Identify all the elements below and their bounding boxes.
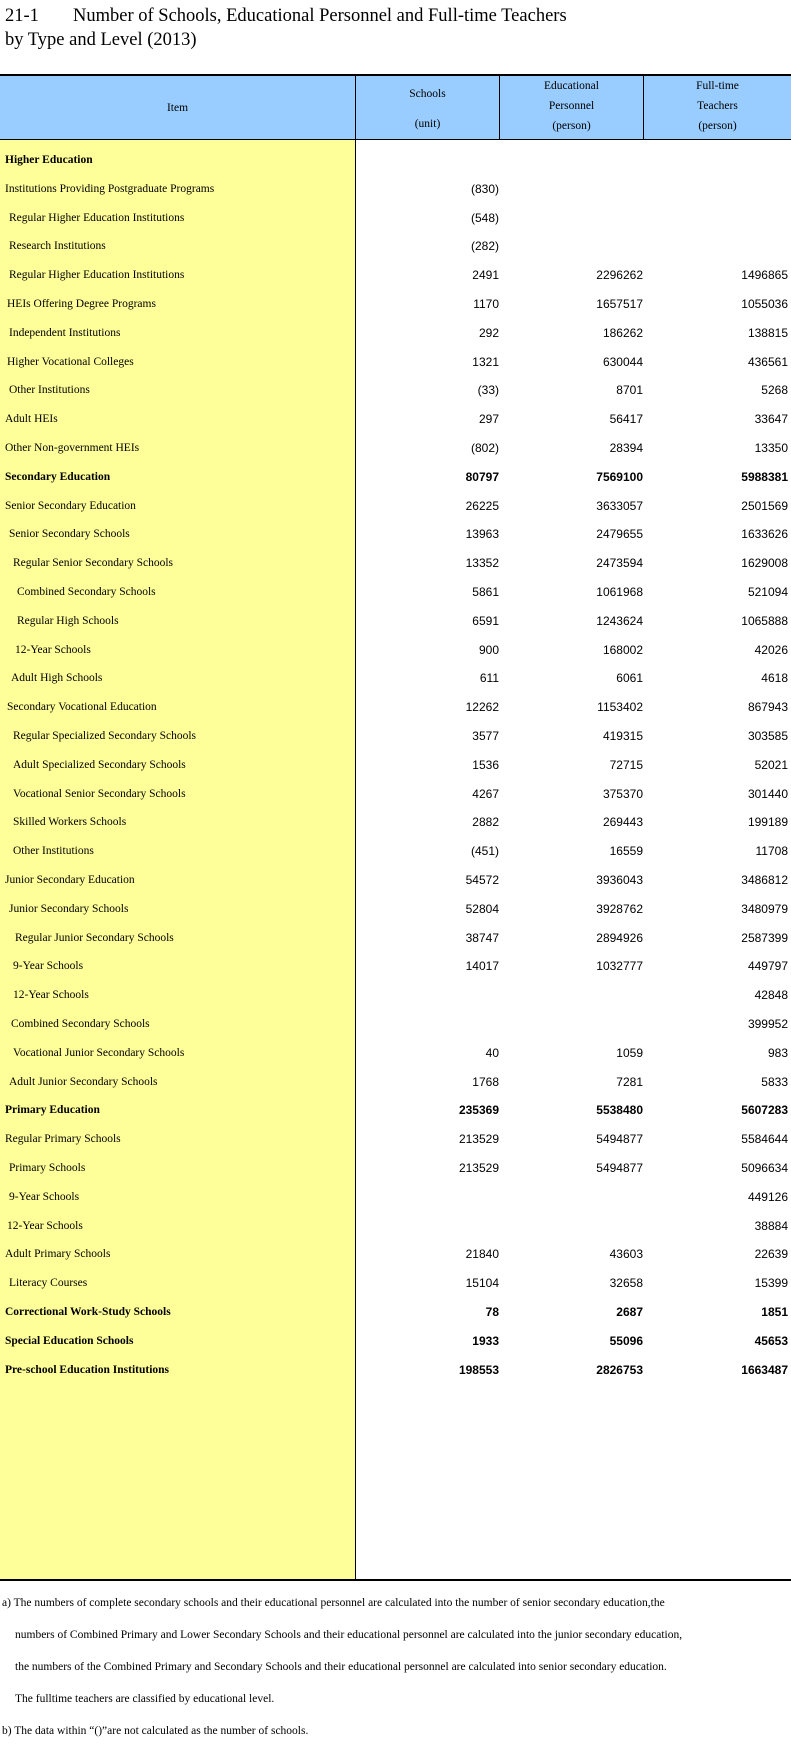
schools-value: 213529 xyxy=(458,1161,499,1175)
schools-value: 297 xyxy=(478,412,499,427)
schools-value: 14017 xyxy=(465,959,499,974)
personnel-value: 2296262 xyxy=(596,268,643,283)
header-teachers-unit: (person) xyxy=(698,120,737,132)
personnel-value: 630044 xyxy=(602,354,643,369)
table-bottom-rule xyxy=(0,1579,791,1581)
schools-value: 1768 xyxy=(472,1074,499,1089)
personnel-value: 2826753 xyxy=(596,1362,643,1377)
table-row xyxy=(0,1210,791,1242)
table-row xyxy=(0,1066,791,1098)
row-label: Adult High Schools xyxy=(11,672,103,685)
teachers-value: 436561 xyxy=(747,354,788,369)
schools-value: 5861 xyxy=(472,585,499,599)
row-label: Combined Secondary Schools xyxy=(11,1018,150,1030)
title-text: Number of Schools, Educational Personnel and Full-time Teachers xyxy=(73,6,567,26)
row-label: Regular High Schools xyxy=(17,614,119,627)
row-label: Adult Junior Secondary Schools xyxy=(9,1075,158,1088)
table-row xyxy=(0,1296,791,1328)
table-row xyxy=(0,720,791,752)
header-schools xyxy=(356,76,499,140)
teachers-value: 42848 xyxy=(754,988,788,1003)
schools-value: 26225 xyxy=(465,498,499,513)
schools-value: 38747 xyxy=(465,930,499,945)
personnel-value: 375370 xyxy=(602,786,643,801)
table-row xyxy=(0,144,791,176)
table-row xyxy=(0,1008,791,1040)
row-label: Junior Secondary Schools xyxy=(9,902,129,915)
table-row xyxy=(0,461,791,493)
footnote-line: numbers of Combined Primary and Lower Secondary Schools and their educational personnel are calculated into the junior secondary education, xyxy=(15,1629,683,1641)
table-row xyxy=(0,432,791,464)
table-row xyxy=(0,1152,791,1184)
row-label: 12-Year Schools xyxy=(7,1219,83,1232)
row-label: Regular Higher Education Institutions xyxy=(9,269,185,282)
teachers-value: 5096634 xyxy=(741,1161,788,1175)
teachers-value: 4618 xyxy=(761,671,788,686)
table-row xyxy=(0,230,791,262)
schools-value: 13963 xyxy=(465,527,499,542)
table-row xyxy=(0,691,791,723)
schools-value: 6591 xyxy=(472,613,499,628)
teachers-value: 5988381 xyxy=(741,469,788,484)
row-label: Regular Primary Schools xyxy=(5,1133,121,1146)
row-label: Vocational Senior Secondary Schools xyxy=(13,787,186,800)
table-row xyxy=(0,1123,791,1155)
schools-value: (830) xyxy=(470,181,499,196)
schools-value: 12262 xyxy=(465,700,499,715)
table-row xyxy=(0,864,791,896)
personnel-value: 55096 xyxy=(609,1333,643,1348)
header-teachers-label-a: Full-time xyxy=(696,80,739,92)
personnel-value: 168002 xyxy=(602,642,643,657)
header-teachers xyxy=(644,76,791,140)
personnel-value: 5494877 xyxy=(596,1132,643,1147)
personnel-value: 186262 xyxy=(602,325,643,340)
teachers-value: 38884 xyxy=(754,1218,788,1233)
row-label: Senior Secondary Schools xyxy=(9,528,130,541)
row-label: Secondary Education xyxy=(5,470,111,483)
header-personnel xyxy=(500,76,643,140)
teachers-value: 449126 xyxy=(747,1189,788,1204)
schools-value: 40 xyxy=(485,1045,499,1060)
schools-value: 52804 xyxy=(465,901,499,916)
schools-value: 2882 xyxy=(472,815,499,830)
teachers-value: 5833 xyxy=(761,1074,788,1089)
schools-value: 611 xyxy=(479,671,499,686)
personnel-value: 3936043 xyxy=(596,873,643,887)
row-label: Correctional Work-Study Schools xyxy=(5,1306,171,1318)
teachers-value: 33647 xyxy=(754,412,788,427)
teachers-value: 2587399 xyxy=(741,930,788,945)
schools-value: 900 xyxy=(478,642,499,657)
teachers-value: 11708 xyxy=(755,844,788,859)
personnel-value: 1243624 xyxy=(596,613,643,628)
row-label: Senior Secondary Education xyxy=(5,499,136,512)
personnel-value: 72715 xyxy=(609,757,643,772)
header-personnel-unit: (person) xyxy=(552,120,591,132)
personnel-value: 8701 xyxy=(616,383,643,398)
table-row xyxy=(0,835,791,867)
schools-value: (548) xyxy=(470,210,499,225)
row-label: Adult HEIs xyxy=(5,413,58,426)
teachers-value: 983 xyxy=(767,1045,788,1060)
row-label: 9-Year Schools xyxy=(9,1190,80,1203)
schools-value: 213529 xyxy=(458,1132,499,1147)
personnel-value: 43603 xyxy=(609,1247,643,1262)
teachers-value: 1055036 xyxy=(741,297,788,311)
title-line-1 xyxy=(5,4,567,28)
table-row xyxy=(0,1037,791,1069)
row-label: Pre-school Education Institutions xyxy=(5,1363,170,1376)
row-label: Adult Primary Schools xyxy=(5,1248,111,1261)
table-row xyxy=(0,605,791,637)
table-row xyxy=(0,576,791,608)
row-label: Higher Vocational Colleges xyxy=(7,355,134,368)
teachers-value: 3480979 xyxy=(741,901,788,916)
row-label: Skilled Workers Schools xyxy=(13,816,127,829)
table-row xyxy=(0,1325,791,1357)
header-schools-unit: (unit) xyxy=(414,118,441,130)
personnel-value: 32658 xyxy=(609,1276,643,1291)
row-label: 9-Year Schools xyxy=(13,960,84,973)
row-label: Other Non-government HEIs xyxy=(5,442,140,454)
table-row xyxy=(0,518,791,550)
table-row xyxy=(0,778,791,810)
teachers-value: 5607283 xyxy=(741,1103,788,1118)
schools-value: 292 xyxy=(478,325,499,340)
row-label: Vocational Junior Secondary Schools xyxy=(13,1046,185,1059)
row-label: Primary Schools xyxy=(9,1162,86,1174)
row-label: Research Institutions xyxy=(9,240,106,253)
table-row xyxy=(0,403,791,435)
footnote-line: the numbers of the Combined Primary and Secondary Schools and their educational personnel are calculated into senior secondary education. xyxy=(15,1661,667,1673)
personnel-value: 2687 xyxy=(616,1305,643,1319)
row-label: Regular Higher Education Institutions xyxy=(9,211,185,224)
personnel-value: 56417 xyxy=(609,412,643,427)
row-label: Primary Education xyxy=(5,1104,100,1117)
personnel-value: 1059 xyxy=(616,1045,643,1060)
table-row xyxy=(0,634,791,666)
row-label: Independent Institutions xyxy=(9,326,121,339)
table-row xyxy=(0,1238,791,1270)
schools-value: (33) xyxy=(477,383,499,398)
teachers-value: 1629008 xyxy=(741,556,788,571)
header-personnel-label-a: Educational xyxy=(544,80,599,92)
teachers-value: 45653 xyxy=(754,1333,788,1348)
row-label: Regular Junior Secondary Schools xyxy=(15,931,174,944)
schools-value: 1536 xyxy=(472,757,499,772)
teachers-value: 5584644 xyxy=(741,1132,788,1147)
teachers-value: 199189 xyxy=(747,815,788,830)
schools-value: 3577 xyxy=(472,729,499,743)
personnel-value: 28394 xyxy=(609,441,643,455)
teachers-value: 15399 xyxy=(754,1276,788,1291)
table-row xyxy=(0,346,791,378)
teachers-value: 3486812 xyxy=(741,873,788,887)
personnel-value: 2473594 xyxy=(596,556,643,571)
header-divider xyxy=(643,76,644,140)
table-row xyxy=(0,1354,791,1386)
teachers-value: 1851 xyxy=(761,1305,788,1319)
teachers-value: 867943 xyxy=(747,700,788,715)
table-row xyxy=(0,547,791,579)
schools-value: 54572 xyxy=(465,873,499,887)
table-row xyxy=(0,1181,791,1213)
table-row xyxy=(0,922,791,954)
table-row xyxy=(0,202,791,234)
personnel-value: 16559 xyxy=(609,844,643,859)
personnel-value: 269443 xyxy=(602,815,643,830)
teachers-value: 399952 xyxy=(747,1017,788,1031)
teachers-value: 138815 xyxy=(747,325,788,340)
table-row xyxy=(0,317,791,349)
personnel-value: 1153402 xyxy=(597,700,643,715)
row-label: Secondary Vocational Education xyxy=(7,701,157,714)
personnel-value: 2894926 xyxy=(596,930,643,945)
row-label: 12-Year Schools xyxy=(15,643,91,656)
table-number: 21-1 xyxy=(5,6,39,26)
table-row xyxy=(0,662,791,694)
teachers-value: 303585 xyxy=(747,729,788,743)
header-personnel-label-b: Personnel xyxy=(548,100,595,112)
table-row xyxy=(0,374,791,406)
personnel-value: 3928762 xyxy=(596,901,643,916)
table-row xyxy=(0,950,791,982)
row-label: Higher Education xyxy=(5,154,93,166)
row-label: Other Institutions xyxy=(9,384,90,397)
table-row xyxy=(0,1094,791,1126)
row-label: 12-Year Schools xyxy=(13,989,89,1002)
footnote-line: a) The numbers of complete secondary schools and their educational personnel are calculated into the number of senior secondary education,the xyxy=(2,1597,665,1609)
personnel-value: 7281 xyxy=(616,1074,643,1089)
table-header xyxy=(0,74,791,140)
table-row xyxy=(0,806,791,838)
schools-value: 1933 xyxy=(472,1333,499,1348)
teachers-value: 42026 xyxy=(754,642,788,657)
schools-value: (451) xyxy=(470,844,499,859)
personnel-value: 7569100 xyxy=(596,469,643,484)
schools-value: 21840 xyxy=(465,1247,499,1262)
teachers-value: 1065888 xyxy=(741,613,788,628)
row-label: HEIs Offering Degree Programs xyxy=(7,298,156,310)
header-divider xyxy=(355,76,356,140)
schools-value: 13352 xyxy=(465,556,499,571)
header-item: Item xyxy=(166,102,189,114)
teachers-value: 301440 xyxy=(747,786,788,801)
teachers-value: 13350 xyxy=(754,441,788,455)
teachers-value: 5268 xyxy=(761,383,788,398)
header-divider xyxy=(499,76,500,140)
footnote-line: b) The data within “()”are not calculated as the number of schools. xyxy=(2,1725,309,1737)
header-teachers-label-b: Teachers xyxy=(697,100,738,112)
page-title xyxy=(5,4,567,52)
row-label: Other Institutions xyxy=(13,845,94,858)
title-line-2: by Type and Level (2013) xyxy=(5,30,197,50)
row-label: Literacy Courses xyxy=(9,1277,88,1290)
row-label: Special Education Schools xyxy=(5,1334,134,1347)
table-row xyxy=(0,259,791,291)
footnotes xyxy=(2,1587,791,1747)
teachers-value: 22639 xyxy=(754,1247,788,1262)
personnel-value: 5494877 xyxy=(596,1161,643,1175)
teachers-value: 1663487 xyxy=(741,1362,788,1377)
teachers-value: 2501569 xyxy=(741,498,788,513)
table-row xyxy=(0,979,791,1011)
schools-value: 1321 xyxy=(472,354,499,369)
teachers-value: 521094 xyxy=(747,585,788,599)
schools-value: 80797 xyxy=(465,469,499,484)
row-label: Adult Specialized Secondary Schools xyxy=(13,758,186,771)
teachers-value: 449797 xyxy=(747,959,788,974)
personnel-value: 6061 xyxy=(616,671,643,686)
table-row xyxy=(0,893,791,925)
schools-value: 15104 xyxy=(465,1276,499,1291)
schools-value: 1170 xyxy=(473,297,499,311)
personnel-value: 5538480 xyxy=(596,1103,643,1118)
personnel-value: 419315 xyxy=(602,729,643,743)
teachers-value: 1496865 xyxy=(741,268,788,283)
teachers-value: 1633626 xyxy=(741,527,788,542)
personnel-value: 1061968 xyxy=(596,585,643,599)
table-row xyxy=(0,173,791,205)
schools-value: (802) xyxy=(470,441,499,455)
data-table xyxy=(0,74,791,1580)
teachers-value: 52021 xyxy=(754,757,788,772)
personnel-value: 3633057 xyxy=(596,498,643,513)
schools-value: 198553 xyxy=(458,1362,499,1377)
personnel-value: 2479655 xyxy=(596,527,643,542)
row-label: Combined Secondary Schools xyxy=(17,586,156,598)
schools-value: 2491 xyxy=(472,268,499,283)
row-label: Institutions Providing Postgraduate Programs xyxy=(5,182,215,195)
row-label: Regular Senior Secondary Schools xyxy=(13,557,174,570)
table-row xyxy=(0,288,791,320)
table-row xyxy=(0,490,791,522)
header-schools-label: Schools xyxy=(409,88,446,100)
personnel-value: 1032777 xyxy=(596,959,643,974)
row-label: Junior Secondary Education xyxy=(5,874,135,886)
schools-value: 4267 xyxy=(472,786,499,801)
table-row xyxy=(0,1267,791,1299)
schools-value: 235369 xyxy=(458,1103,499,1118)
table-row xyxy=(0,749,791,781)
schools-value: (282) xyxy=(470,239,499,254)
personnel-value: 1657517 xyxy=(596,297,643,311)
schools-value: 78 xyxy=(485,1305,499,1319)
row-label: Regular Specialized Secondary Schools xyxy=(13,730,196,742)
footnote-line: The fulltime teachers are classified by educational level. xyxy=(15,1693,275,1705)
